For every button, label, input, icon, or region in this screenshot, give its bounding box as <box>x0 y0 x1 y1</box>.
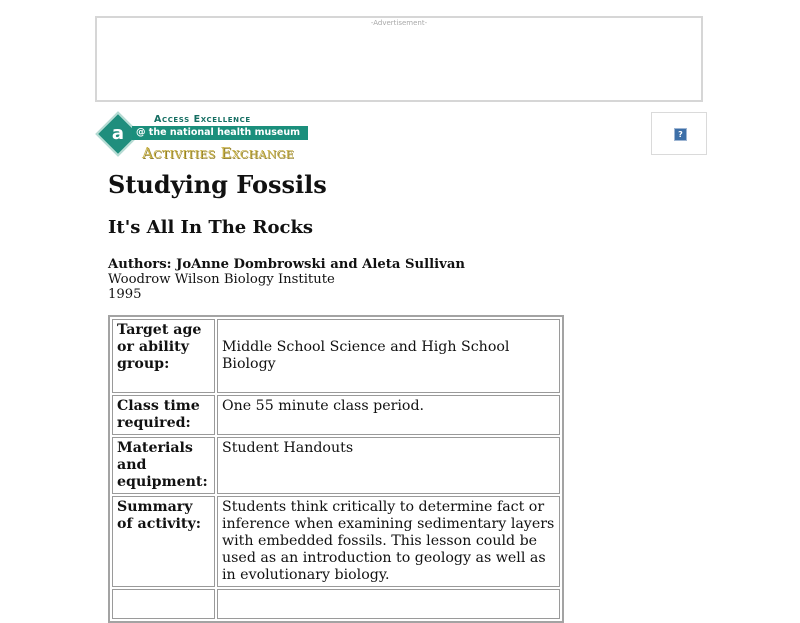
table-row <box>112 496 560 587</box>
table-row <box>112 437 560 494</box>
advertisement-label: -Advertisement- <box>370 19 428 27</box>
access-excellence-logo[interactable] <box>98 112 310 166</box>
row-value: Students think critically to determine fact or inference when examining sedimentary layers with embedded fossils. This lesson could be used as an introduction to geology as well as in evolutionary biology. <box>217 496 560 587</box>
activity-info-table <box>108 315 564 623</box>
table-row <box>112 589 560 619</box>
row-label: Class time required: <box>112 395 215 435</box>
help-box <box>651 112 707 155</box>
table-row <box>112 319 560 393</box>
logo-top-text: Access Excellence <box>154 114 251 125</box>
help-icon[interactable]: ? <box>674 128 687 141</box>
year: 1995 <box>108 287 142 302</box>
logo-glyph: a <box>111 123 125 144</box>
table-row <box>112 395 560 435</box>
row-value: One 55 minute class period. <box>217 395 560 435</box>
page-title: Studying Fossils <box>108 170 327 199</box>
author-info <box>108 257 465 302</box>
page-subtitle: It's All In The Rocks <box>108 217 314 238</box>
institution: Woodrow Wilson Biology Institute <box>108 272 335 287</box>
logo-band-text: @ the national health museum <box>132 126 308 140</box>
advertisement-banner[interactable] <box>95 16 703 102</box>
authors-line: Authors: JoAnne Dombrowski and Aleta Sullivan <box>108 257 465 272</box>
row-label: Materials and equipment: <box>112 437 215 494</box>
row-value <box>217 589 560 619</box>
row-label <box>112 589 215 619</box>
row-value: Middle School Science and High School Biology <box>217 319 560 393</box>
logo-bottom-text: Activities Exchange <box>142 144 294 162</box>
row-label: Target age or ability group: <box>112 319 215 393</box>
row-value: Student Handouts <box>217 437 560 494</box>
row-label: Summary of activity: <box>112 496 215 587</box>
